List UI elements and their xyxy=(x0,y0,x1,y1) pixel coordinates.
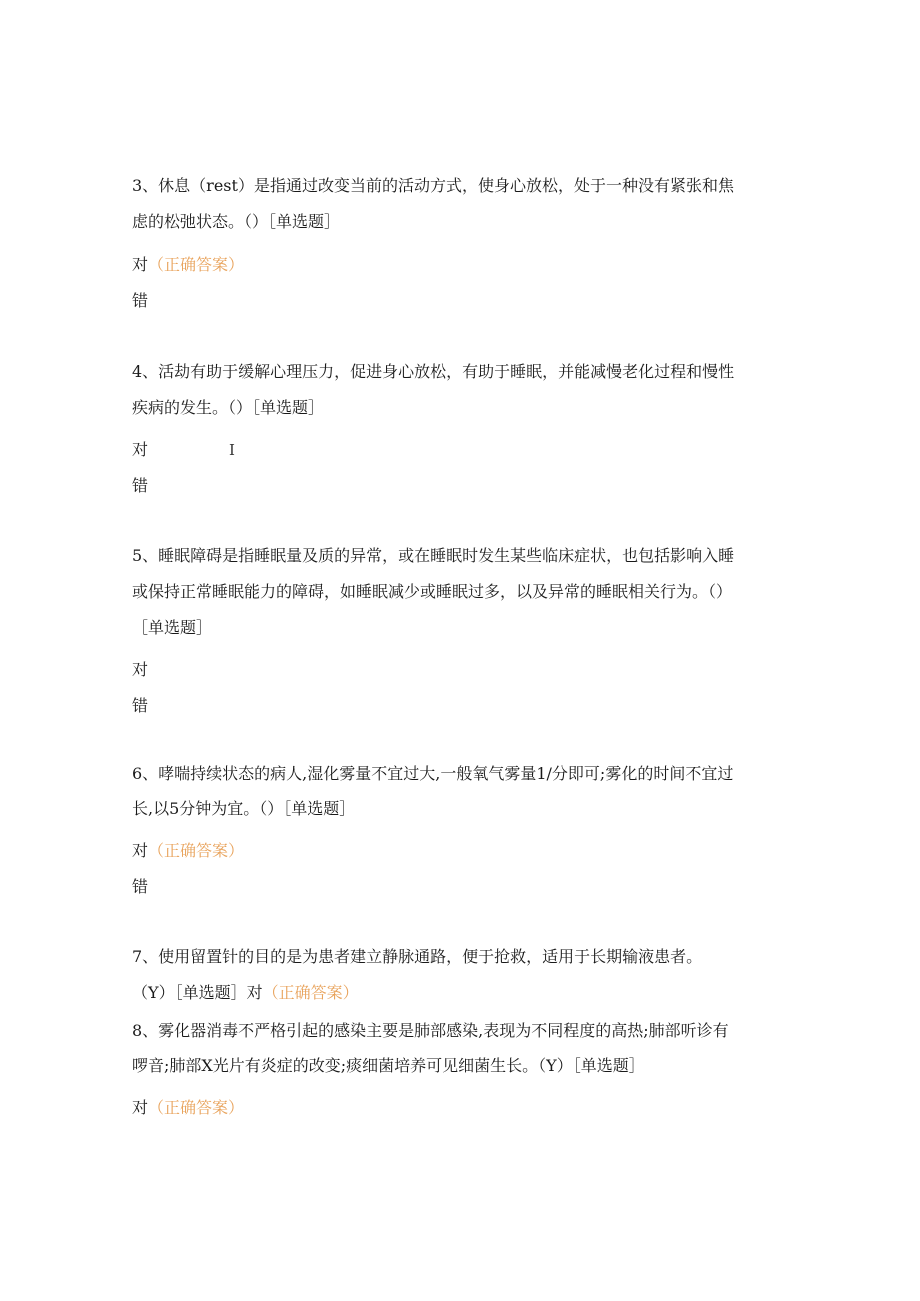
option-label: 对 xyxy=(132,440,149,459)
correct-answer-mark: （正确答案） xyxy=(262,983,359,1002)
correct-answer-mark: （正确答案） xyxy=(148,841,245,860)
question-5-text-line-2: 或保持正常睡眠能力的障碍，如睡眠减少或睡眠过多，以及异常的睡眠相关行为。（） xyxy=(132,582,733,601)
question-6-option-false[interactable] xyxy=(132,876,148,898)
question-8-option-true[interactable] xyxy=(132,1097,244,1119)
option-label: 对 xyxy=(132,660,149,679)
question-6-text-line-2: 长,以5分钟为宜。（）［单选题］ xyxy=(132,799,356,818)
text-cursor-icon: I xyxy=(229,441,235,459)
option-label: 错 xyxy=(132,696,149,715)
question-3-option-true[interactable] xyxy=(132,254,244,276)
question-7-inline-prefix: （Y）［单选题］对 xyxy=(132,983,263,1002)
option-label: 错 xyxy=(132,877,149,896)
correct-answer-mark: （正确答案） xyxy=(148,255,245,274)
option-label: 对 xyxy=(132,255,149,274)
question-5-text-line-3: ［单选题］ xyxy=(132,618,213,637)
question-6-text-line-1: 6、哮喘持续状态的病人,湿化雾量不宜过大,一般氧气雾量1/分即可;雾化的时间不宜过 xyxy=(132,764,734,783)
question-3-text-line-2: 虑的松弛状态。（）［单选题］ xyxy=(132,212,341,231)
question-8-text-line-1: 8、雾化器消毒不严格引起的感染主要是肺部感染,表现为不同程度的高热;肺部听诊有 xyxy=(132,1021,729,1040)
option-label: 错 xyxy=(132,291,149,310)
question-4-text-line-2: 疾病的发生。（）［单选题］ xyxy=(132,398,325,417)
option-label: 对 xyxy=(132,1098,149,1117)
question-6-option-true[interactable] xyxy=(132,840,244,862)
question-8-text-line-2: 啰音;肺部X光片有炎症的改变;痰细菌培养可见细菌生长。（Y）［单选题］ xyxy=(132,1056,645,1075)
question-4-option-false[interactable] xyxy=(132,475,148,497)
option-label: 对 xyxy=(132,841,149,860)
question-3-option-false[interactable] xyxy=(132,290,148,312)
question-5-option-true[interactable] xyxy=(132,659,148,681)
correct-answer-mark: （正确答案） xyxy=(148,1098,245,1117)
question-7-answer-line[interactable] xyxy=(132,982,359,1004)
question-4-text-line-1: 4、活劫有助于缓解心理压力，促进身心放松，有助于睡眠，并能减慢老化过程和慢性 xyxy=(132,362,735,381)
question-3-text-line-1: 3、休息（rest）是指通过改变当前的活动方式，使身心放松，处于一种没有紧张和焦 xyxy=(132,176,734,195)
question-5-text-line-1: 5、睡眠障碍是指睡眠量及质的异常，或在睡眠时发生某些临床症状，也包括影响入睡 xyxy=(132,546,735,565)
question-5-option-false[interactable] xyxy=(132,695,148,717)
question-7-text-line-1: 7、使用留置针的目的是为患者建立静脉通路，便于抢救，适用于长期输液患者。 xyxy=(132,947,703,966)
option-label: 错 xyxy=(132,476,149,495)
question-4-option-true[interactable] xyxy=(132,439,148,461)
